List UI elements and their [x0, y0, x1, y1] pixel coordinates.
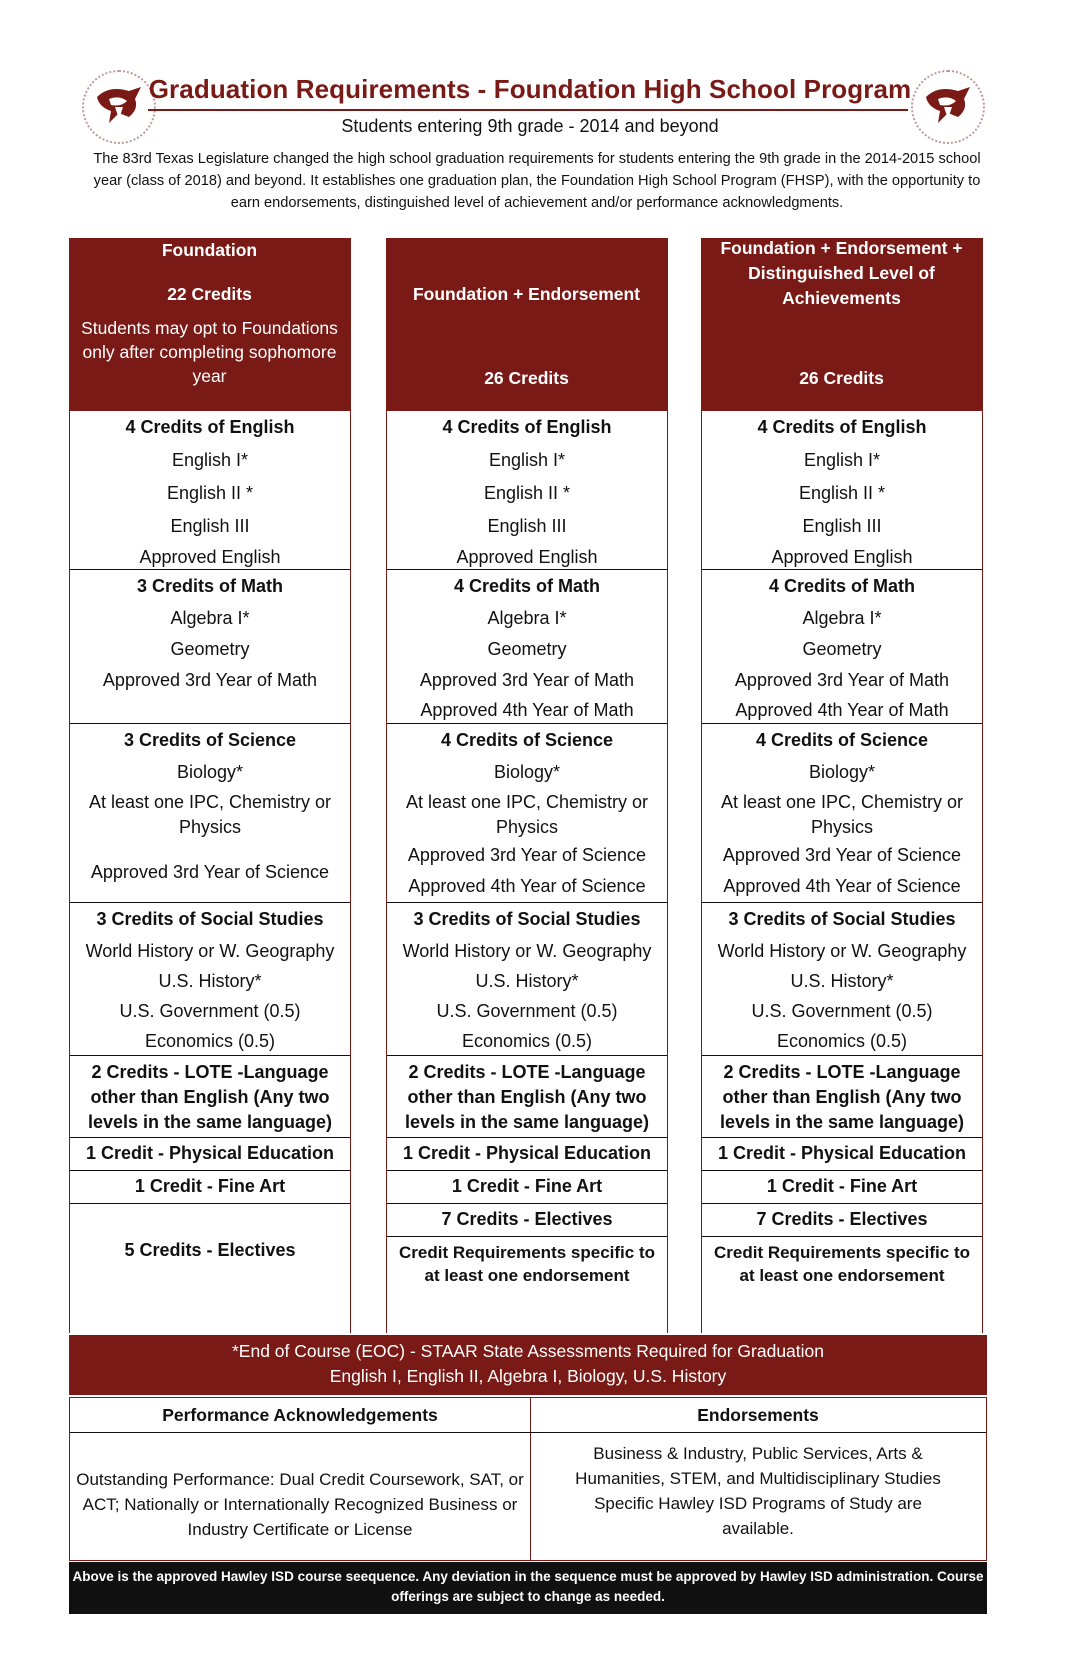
performance-body: Outstanding Performance: Dual Credit Coursework, SAT, or ACT; Nationally or Internationally Recognized Business or Industry Certificate or License [76, 1470, 524, 1539]
eoc-line-2: English I, English II, Algebra I, Biology, U.S. History [329, 1366, 727, 1386]
science-section [70, 724, 350, 903]
section-title: 1 Credit - Fine Art [134, 1176, 286, 1196]
list-item: World History or W. Geography [402, 941, 652, 961]
list-item: At least one IPC, Chemistry or Physics [88, 792, 332, 837]
section-title: 1 Credit - Physical Education [402, 1143, 652, 1163]
column-header [69, 238, 351, 411]
electives-section [702, 1204, 982, 1237]
lote-section [70, 1056, 350, 1138]
pe-section [702, 1138, 982, 1171]
intro-paragraph: The 83rd Texas Legislature changed the high school graduation requirements for students entering the 9th grade in the 2014-2015 school year (class of 2018) and beyond. It establishes one graduation plan, the Foundation High School Program (FHSP), with the opportunity to earn endorsements, distinguished level of achievement and/or performance acknowledgments. [93, 151, 981, 211]
list-item: Geometry [487, 639, 567, 659]
page-header [0, 0, 1078, 235]
list-item: U.S. History* [790, 971, 894, 991]
list-item: World History or W. Geography [85, 941, 335, 961]
section-title: 4 Credits of Science [755, 730, 929, 750]
list-item: U.S. Government (0.5) [751, 1001, 933, 1021]
lote-section [702, 1056, 982, 1138]
endorsement-requirement [702, 1237, 982, 1333]
list-item: At least one IPC, Chemistry or Physics [720, 792, 964, 837]
section-title: 4 Credits of Math [768, 576, 915, 596]
performance-heading: Performance Acknowledgements [70, 1398, 530, 1433]
list-item: Approved 4th Year of Science [408, 876, 646, 896]
list-item: Approved English [771, 547, 913, 567]
column-credits: 26 Credits [799, 368, 884, 388]
social-studies-section [702, 903, 982, 1056]
list-item: Approved 4th Year of Math [735, 700, 949, 720]
performance-cell [70, 1398, 531, 1560]
list-item: English II * [166, 483, 254, 503]
list-item: At least one IPC, Chemistry or Physics [405, 792, 649, 837]
column-header [386, 238, 668, 411]
eoc-banner [69, 1335, 987, 1395]
list-item: English III [170, 516, 250, 536]
endorsement-requirement [387, 1237, 667, 1333]
list-item: Biology* [176, 762, 244, 782]
list-item: Biology* [808, 762, 876, 782]
list-item: Approved 4th Year of Science [723, 876, 961, 896]
list-item: Approved English [139, 547, 281, 567]
list-item: Economics (0.5) [776, 1031, 908, 1051]
list-item: U.S. Government (0.5) [436, 1001, 618, 1021]
list-item: U.S. Government (0.5) [119, 1001, 301, 1021]
list-item: U.S. History* [158, 971, 262, 991]
list-item: English II * [483, 483, 571, 503]
list-item: Algebra I* [802, 608, 882, 628]
section-title: Credit Requirements specific to at least one endorsement [398, 1243, 655, 1285]
section-title: 4 Credits of English [757, 417, 927, 437]
column-heading: Foundation + Endorsement [412, 284, 641, 304]
footer-note: Above is the approved Hawley ISD course seequence. Any deviation in the sequence must be approved by Hawley ISD administration. Course offerings are subject to change as needed. [69, 1562, 987, 1614]
social-studies-section [387, 903, 667, 1056]
list-item: World History or W. Geography [717, 941, 967, 961]
list-item: Biology* [493, 762, 561, 782]
english-section [702, 411, 982, 570]
column-note: Students may opt to Foundations only after completing sophomore year [81, 318, 338, 386]
section-title: 4 Credits of Science [440, 730, 614, 750]
section-title: 1 Credit - Fine Art [451, 1176, 603, 1196]
section-title: 1 Credit - Physical Education [717, 1143, 967, 1163]
fine-art-section [702, 1171, 982, 1204]
list-item: U.S. History* [475, 971, 579, 991]
list-item: Economics (0.5) [461, 1031, 593, 1051]
electives-section [387, 1204, 667, 1237]
column-credits: 26 Credits [484, 368, 569, 388]
section-title: 3 Credits of Social Studies [413, 909, 641, 929]
title-divider [148, 109, 908, 111]
section-title: 7 Credits - Electives [756, 1209, 928, 1229]
endorsement-column [386, 238, 668, 1333]
section-title: Credit Requirements specific to at least one endorsement [713, 1243, 970, 1285]
english-section [70, 411, 350, 570]
english-section [387, 411, 667, 570]
list-item: English I* [488, 450, 566, 470]
section-title: 3 Credits of Social Studies [96, 909, 324, 929]
section-title: 4 Credits of Math [453, 576, 600, 596]
acknowledgements-table [69, 1397, 987, 1561]
section-title: 4 Credits of English [442, 417, 612, 437]
section-title: 2 Credits - LOTE -Language other than English (Any two levels in the same language) [87, 1062, 333, 1132]
list-item: Approved English [456, 547, 598, 567]
section-title: 1 Credit - Physical Education [85, 1143, 335, 1163]
list-item: English II * [798, 483, 886, 503]
section-title: 3 Credits of Social Studies [728, 909, 956, 929]
eoc-line-1: *End of Course (EOC) - STAAR State Assessments Required for Graduation [231, 1341, 824, 1361]
pe-section [70, 1138, 350, 1171]
endorsements-body: Business & Industry, Public Services, Arts & Humanities, STEM, and Multidisciplinary Studies Specific Hawley ISD Programs of Study are available. [575, 1444, 941, 1538]
section-title: 2 Credits - LOTE -Language other than English (Any two levels in the same language) [404, 1062, 650, 1132]
list-item: Approved 3rd Year of Science [722, 845, 962, 865]
page-subtitle: Students entering 9th grade - 2014 and beyond [341, 116, 719, 136]
section-title: 3 Credits of Science [123, 730, 297, 750]
electives-section [70, 1204, 350, 1333]
science-section [387, 724, 667, 903]
endorsements-heading: Endorsements [530, 1398, 986, 1433]
list-item: Economics (0.5) [144, 1031, 276, 1051]
list-item: Geometry [170, 639, 250, 659]
math-section [702, 570, 982, 724]
list-item: Approved 3rd Year of Science [90, 862, 330, 882]
fine-art-section [70, 1171, 350, 1204]
section-title: 4 Credits of English [125, 417, 295, 437]
page-title: Graduation Requirements - Foundation High School Program [148, 74, 912, 104]
science-section [702, 724, 982, 903]
section-title: 2 Credits - LOTE -Language other than English (Any two levels in the same language) [719, 1062, 965, 1132]
list-item: English I* [803, 450, 881, 470]
fine-art-section [387, 1171, 667, 1204]
section-title: 7 Credits - Electives [441, 1209, 613, 1229]
math-section [70, 570, 350, 724]
list-item: English I* [171, 450, 249, 470]
social-studies-section [70, 903, 350, 1056]
distinguished-column [701, 238, 983, 1333]
column-heading: Foundation [161, 240, 258, 260]
foundation-column [69, 238, 351, 1333]
list-item: Approved 3rd Year of Science [407, 845, 647, 865]
section-title: 1 Credit - Fine Art [766, 1176, 918, 1196]
list-item: Algebra I* [487, 608, 567, 628]
lote-section [387, 1056, 667, 1138]
section-title: 5 Credits - Electives [124, 1240, 296, 1260]
list-item: Approved 3rd Year of Math [734, 670, 950, 690]
column-credits: 22 Credits [167, 284, 252, 304]
list-item: Approved 3rd Year of Math [419, 670, 635, 690]
list-item: Approved 3rd Year of Math [102, 670, 318, 690]
column-heading: Foundation + Endorsement + Distinguished Level of Achievements [720, 238, 963, 308]
list-item: Approved 4th Year of Math [420, 700, 634, 720]
list-item: English III [802, 516, 882, 536]
column-header [701, 238, 983, 411]
math-section [387, 570, 667, 724]
list-item: Algebra I* [170, 608, 250, 628]
pe-section [387, 1138, 667, 1171]
list-item: English III [487, 516, 567, 536]
endorsements-cell [530, 1398, 986, 1560]
section-title: 3 Credits of Math [136, 576, 283, 596]
list-item: Geometry [802, 639, 882, 659]
